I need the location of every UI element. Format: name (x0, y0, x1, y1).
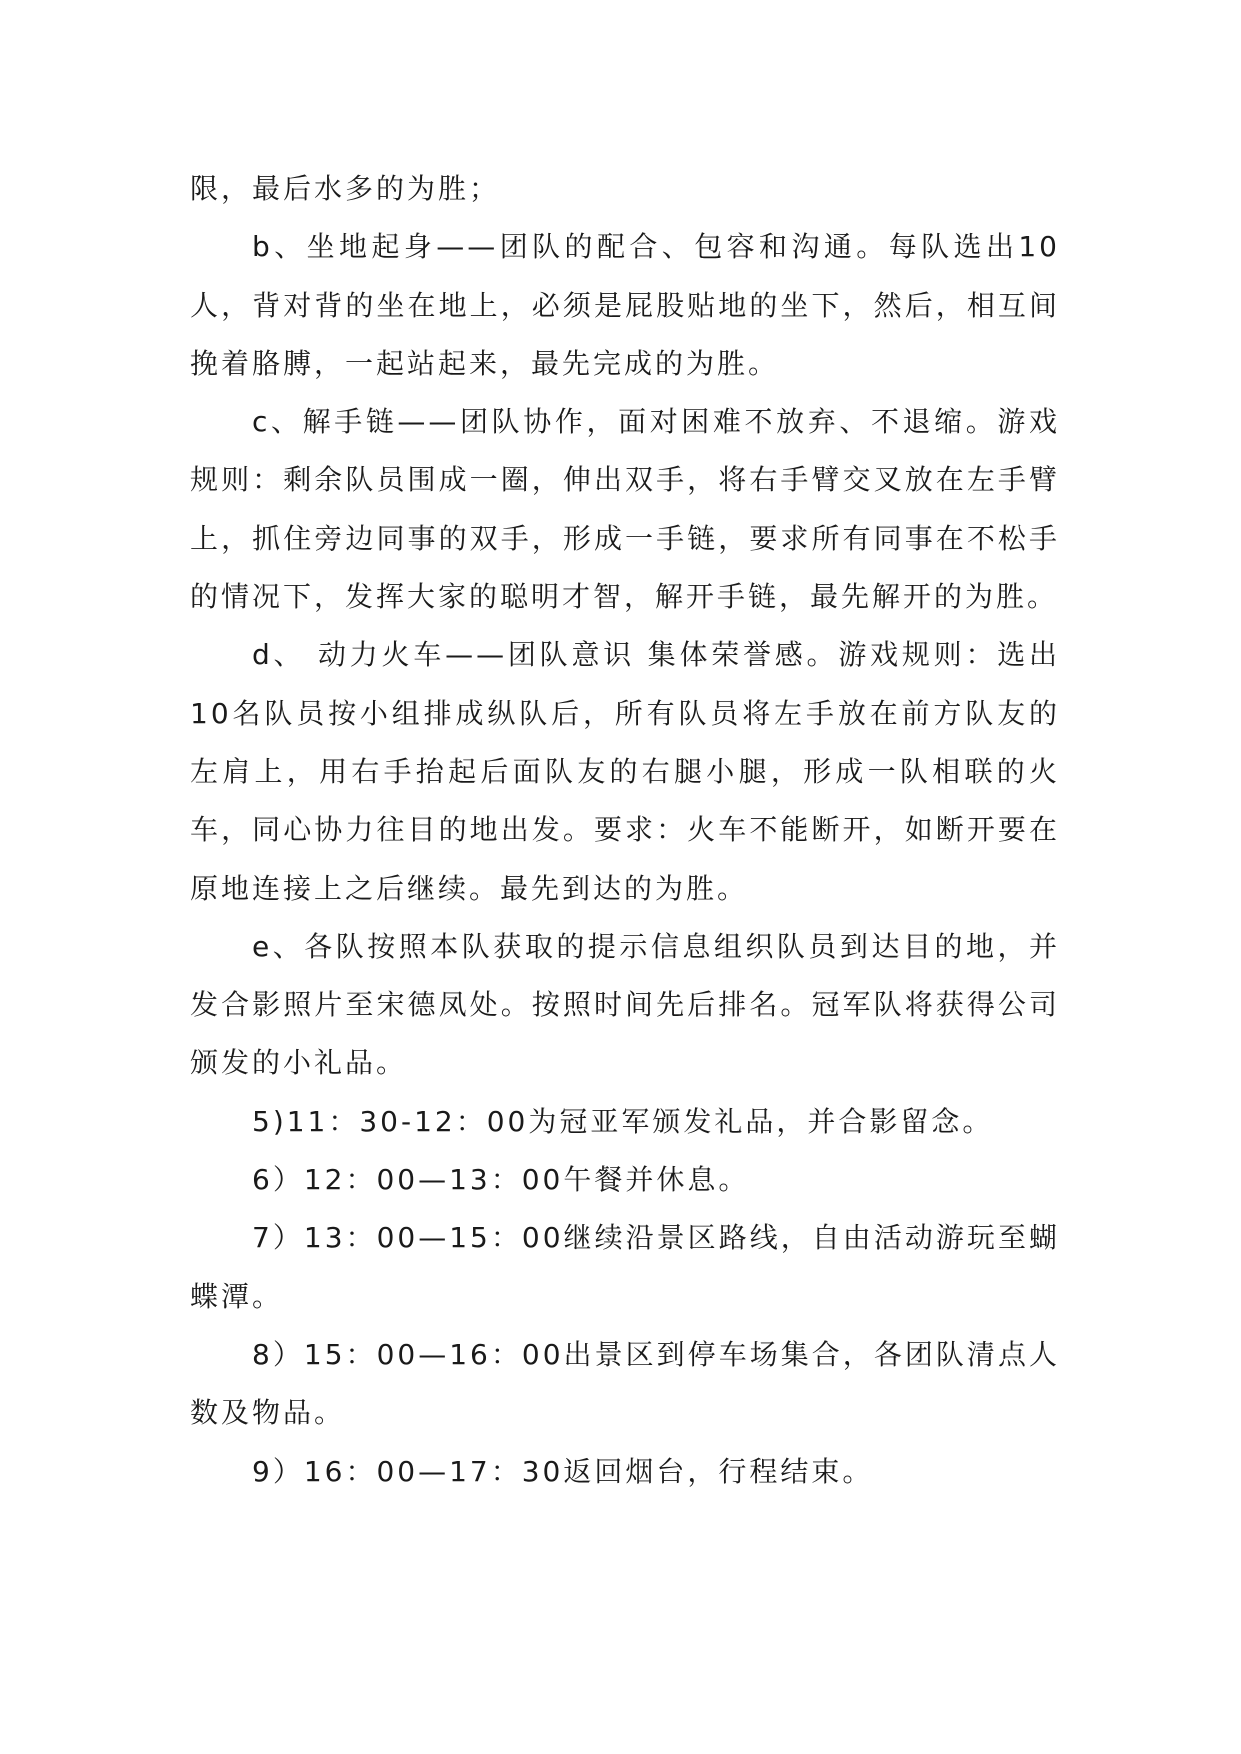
paragraph-schedule-7: 7）13：00—15：00继续沿景区路线，自由活动游玩至蝴蝶潭。 (190, 1221, 1060, 1313)
document-body (190, 160, 1060, 1501)
paragraph-game-e: e、各队按照本队获取的提示信息组织队员到达目的地，并发合影照片至宋德凤处。按照时间先后排名。冠军队将获得公司颁发的小礼品。 (190, 929, 1060, 1080)
paragraph-schedule-6: 6）12：00—13：00午餐并休息。 (252, 1163, 750, 1197)
paragraph-continuation: 限，最后水多的为胜； (190, 172, 501, 205)
paragraph-game-c: c、解手链——团队协作，面对困难不放弃、不退缩。游戏规则：剩余队员围成一圈，伸出双手，将右手臂交叉放在左手臂上，抓住旁边同事的双手，形成一手链，要求所有同事在不松手的情况下，发挥大家的聪明才智，解开手链，最先解开的为胜。 (190, 405, 1060, 614)
paragraph-schedule-8: 8）15：00—16：00出景区到停车场集合，各团队清点人数及物品。 (190, 1337, 1060, 1430)
paragraph-schedule-5: 5)11：30-12：00为冠亚军颁发礼品，并合影留念。 (252, 1104, 994, 1138)
paragraph-game-b: b、坐地起身——团队的配合、包容和沟通。每队选出10人，背对背的坐在地上，必须是屁股贴地的坐下，然后，相互间挽着胳膊，一起站起来，最先完成的为胜。 (190, 230, 1060, 380)
paragraph-game-d: d、 动力火车——团队意识 集体荣誉感。游戏规则：选出10名队员按小组排成纵队后，所有队员将左手放在前方队友的左肩上，用右手抬起后面队友的右腿小腿，形成一队相联的火车，同心协力往目的地出发。要求：火车不能断开，如断开要在原地连接上之后继续。最先到达的为胜。 (190, 638, 1060, 905)
paragraph-schedule-9: 9）16：00—17：30返回烟台，行程结束。 (252, 1454, 874, 1488)
